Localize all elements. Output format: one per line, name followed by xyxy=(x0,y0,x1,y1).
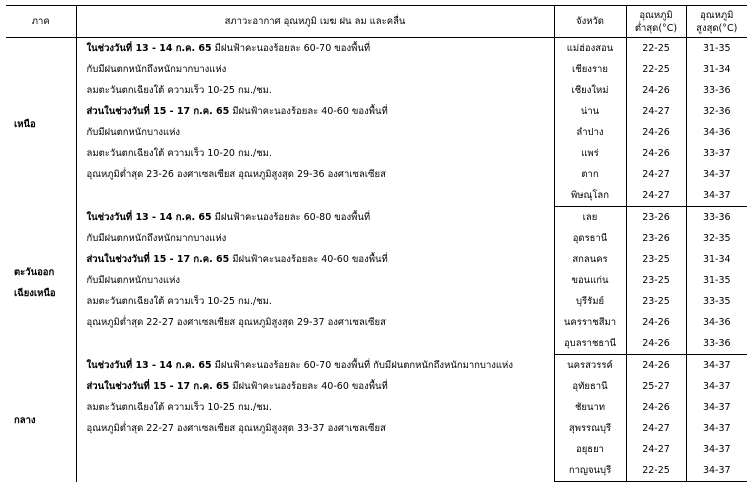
description-line xyxy=(81,333,550,354)
min-temp-value: 22-25 xyxy=(626,38,686,60)
max-temp-value: 34-37 xyxy=(702,444,731,455)
header-min-temp-line1: อุณหภูมิ xyxy=(639,9,673,21)
region-cell xyxy=(6,355,76,482)
header-description: สภาวะอากาศ อุณหภูมิ เมฆ ฝน ลม และคลื่น xyxy=(76,6,554,38)
description-line xyxy=(81,460,550,481)
province-name: ขอนแก่น xyxy=(554,270,626,291)
description-text: ลมตะวันตกเฉียงใต้ ความเร็ว 10-20 กม./ชม. xyxy=(86,148,272,160)
province-name: สกลนคร xyxy=(554,249,626,270)
description-line xyxy=(81,185,550,206)
min-temp-value: 24-27 xyxy=(626,418,686,439)
description-text: มีฝนฟ้าคะนองร้อยละ 40-60 ของพื้นที่ xyxy=(229,381,388,392)
table-row xyxy=(6,355,747,377)
province-name: บุรีรัมย์ xyxy=(554,291,626,312)
description-cell xyxy=(76,207,554,355)
description-line xyxy=(81,59,550,80)
min-temp-value: 24-27 xyxy=(626,101,686,122)
description-period: ในช่วงวันที่ 13 - 14 ก.ค. 65 xyxy=(86,212,212,223)
table-row xyxy=(6,38,747,60)
description-line xyxy=(81,418,550,439)
max-temp-value: 34-37 xyxy=(702,360,731,371)
header-row xyxy=(6,6,747,38)
max-temp-value: 33-36 xyxy=(702,85,731,96)
description-line xyxy=(81,122,550,143)
description-line xyxy=(81,291,550,312)
min-temp-value: 24-26 xyxy=(626,80,686,101)
header-max-temp xyxy=(686,6,747,38)
min-temp-value: 22-25 xyxy=(626,460,686,482)
header-province: จังหวัด xyxy=(554,6,626,38)
description-text: ลมตะวันตกเฉียงใต้ ความเร็ว 10-25 กม./ชม. xyxy=(86,85,272,97)
region-cell xyxy=(6,38,76,207)
region-label: เฉียงเหนือ xyxy=(14,287,56,299)
province-name: สุพรรณบุรี xyxy=(554,418,626,439)
description-text: กับมีฝนตกหนักบางแห่ง xyxy=(86,127,181,139)
description-line xyxy=(81,397,550,418)
min-temp-value: 24-27 xyxy=(626,439,686,460)
max-temp-value: 34-37 xyxy=(702,402,731,413)
description-text: ลมตะวันตกเฉียงใต้ ความเร็ว 10-25 กม./ชม. xyxy=(86,296,272,307)
max-temp-value: 34-36 xyxy=(702,317,731,328)
max-temp-value: 33-36 xyxy=(702,212,731,223)
description-line xyxy=(81,164,550,185)
max-temp-value: 31-35 xyxy=(702,275,731,286)
header-max-temp-line1: อุณหภูมิ xyxy=(700,9,734,21)
province-name: น่าน xyxy=(554,101,626,122)
region-cell xyxy=(6,207,76,355)
description-period: ในช่วงวันที่ 13 - 14 ก.ค. 65 xyxy=(86,43,212,55)
description-text: อุณหภูมิต่ำสุด 23-26 องศาเซลเซียส อุณหภูมิสูงสุด 29-36 องศาเซลเซียส xyxy=(86,169,386,181)
max-temp-value: 31-34 xyxy=(702,254,731,265)
max-temp-value: 32-35 xyxy=(702,233,731,244)
header-min-temp-line2: ต่ำสุด(°C) xyxy=(634,22,678,34)
min-temp-value: 24-27 xyxy=(626,185,686,207)
description-text: กับมีฝนตกหนักถึงหนักมากบางแห่ง xyxy=(86,64,227,76)
description-line xyxy=(81,80,550,101)
max-temp-value: 34-37 xyxy=(702,423,731,434)
description-cell xyxy=(76,38,554,207)
min-temp-value: 23-26 xyxy=(626,207,686,229)
weather-forecast-table xyxy=(6,5,747,482)
max-temp-value: 31-35 xyxy=(702,43,731,54)
min-temp-value: 23-26 xyxy=(626,228,686,249)
description-cell xyxy=(76,355,554,482)
province-name: แพร่ xyxy=(554,143,626,164)
min-temp-value: 24-26 xyxy=(626,397,686,418)
max-temp-value: 34-36 xyxy=(702,127,731,138)
description-line xyxy=(81,312,550,333)
description-text: กับมีฝนตกหนักถึงหนักมากบางแห่ง xyxy=(86,233,227,244)
province-name: พิษณุโลก xyxy=(554,185,626,207)
min-temp-value: 23-25 xyxy=(626,270,686,291)
description-line xyxy=(81,207,550,228)
description-line xyxy=(81,38,550,59)
max-temp-value: 34-37 xyxy=(702,169,731,180)
description-line xyxy=(81,355,550,376)
description-text: มีฝนฟ้าคะนองร้อยละ 60-70 ของพื้นที่ กับมีฝนตกหนักถึงหนักมากบางแห่ง xyxy=(211,360,513,371)
province-name: อยุธยา xyxy=(554,439,626,460)
region-label: เหนือ xyxy=(14,118,36,130)
max-temp-value: 33-35 xyxy=(702,296,731,307)
min-temp-value: 22-25 xyxy=(626,59,686,80)
description-text: อุณหภูมิต่ำสุด 22-27 องศาเซลเซียส อุณหภูมิสูงสุด 33-37 องศาเซลเซียส xyxy=(86,423,386,434)
max-temp-value: 34-37 xyxy=(686,460,747,482)
province-name: แม่ฮ่องสอน xyxy=(554,38,626,60)
header-max-temp-line2: สูงสุด(°C) xyxy=(696,22,738,34)
table-row xyxy=(6,207,747,229)
min-temp-value: 24-26 xyxy=(626,355,686,377)
province-name: ลำปาง xyxy=(554,122,626,143)
header-region: ภาค xyxy=(6,6,76,38)
description-period: ส่วนในช่วงวันที่ 15 - 17 ก.ค. 65 xyxy=(86,106,230,118)
province-name: เชียงราย xyxy=(554,59,626,80)
min-temp-value: 24-26 xyxy=(626,122,686,143)
description-line xyxy=(81,143,550,164)
max-temp-value: 33-37 xyxy=(702,148,731,159)
description-line xyxy=(81,270,550,291)
province-name: เลย xyxy=(554,207,626,229)
max-temp-value: 34-37 xyxy=(686,185,747,207)
province-name: นครสวรรค์ xyxy=(554,355,626,377)
max-temp-value: 32-36 xyxy=(702,106,731,117)
province-name: อุดรธานี xyxy=(554,228,626,249)
description-period: ส่วนในช่วงวันที่ 15 - 17 ก.ค. 65 xyxy=(86,381,230,392)
province-name: ชัยนาท xyxy=(554,397,626,418)
province-name: ตาก xyxy=(554,164,626,185)
region-label: ตะวันออก xyxy=(14,266,55,278)
description-line xyxy=(81,228,550,249)
max-temp-value: 31-34 xyxy=(702,64,731,75)
description-text: มีฝนฟ้าคะนองร้อยละ 60-70 ของพื้นที่ xyxy=(211,43,371,55)
min-temp-value: 24-26 xyxy=(626,333,686,355)
description-text: ลมตะวันตกเฉียงใต้ ความเร็ว 10-25 กม./ชม. xyxy=(86,402,272,413)
description-line xyxy=(81,439,550,460)
description-line xyxy=(81,376,550,397)
description-line xyxy=(81,249,550,270)
min-temp-value: 25-27 xyxy=(626,376,686,397)
province-name: อุบลราชธานี xyxy=(554,333,626,355)
max-temp-value: 33-36 xyxy=(686,333,747,355)
min-temp-value: 23-25 xyxy=(626,249,686,270)
description-text: มีฝนฟ้าคะนองร้อยละ 40-60 ของพื้นที่ xyxy=(229,106,388,118)
min-temp-value: 24-27 xyxy=(626,164,686,185)
description-text: กับมีฝนตกหนักบางแห่ง xyxy=(86,275,181,286)
description-text: มีฝนฟ้าคะนองร้อยละ 40-60 ของพื้นที่ xyxy=(229,254,388,265)
province-name: อุทัยธานี xyxy=(554,376,626,397)
min-temp-value: 24-26 xyxy=(626,312,686,333)
description-text: มีฝนฟ้าคะนองร้อยละ 60-80 ของพื้นที่ xyxy=(211,212,371,223)
description-period: ส่วนในช่วงวันที่ 15 - 17 ก.ค. 65 xyxy=(86,254,230,265)
region-label: กลาง xyxy=(14,414,36,426)
min-temp-value: 24-26 xyxy=(626,143,686,164)
province-name: เชียงใหม่ xyxy=(554,80,626,101)
description-text: อุณหภูมิต่ำสุด 22-27 องศาเซลเซียส อุณหภูมิสูงสุด 29-37 องศาเซลเซียส xyxy=(86,317,386,328)
header-min-temp xyxy=(626,6,686,38)
province-name: นครราชสีมา xyxy=(554,312,626,333)
province-name: กาญจนบุรี xyxy=(554,460,626,482)
min-temp-value: 23-25 xyxy=(626,291,686,312)
max-temp-value: 34-37 xyxy=(702,381,731,392)
description-line xyxy=(81,101,550,122)
description-period: ในช่วงวันที่ 13 - 14 ก.ค. 65 xyxy=(86,360,212,371)
